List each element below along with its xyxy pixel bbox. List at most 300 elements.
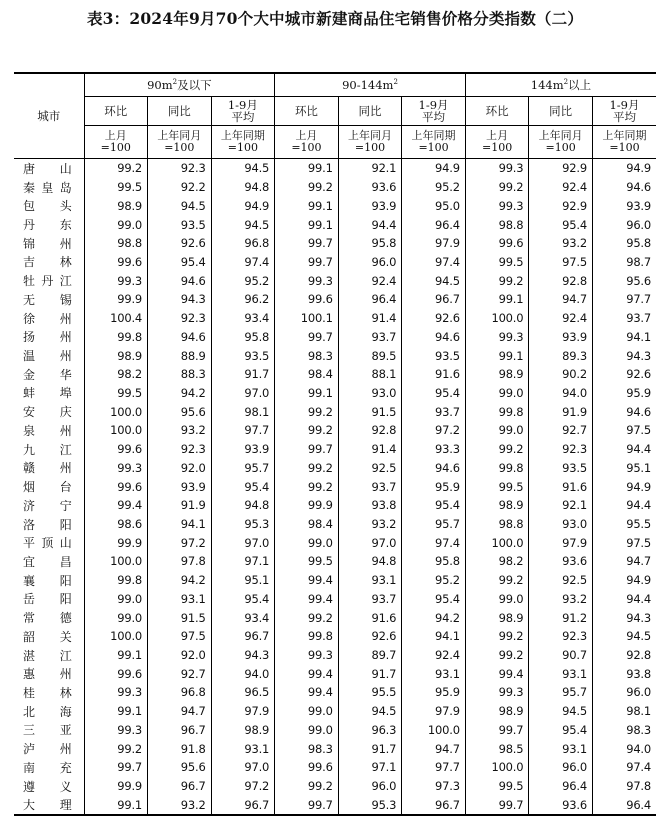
table-row bbox=[14, 178, 656, 197]
index-value: 99.4 bbox=[275, 571, 339, 590]
city-name: 惠州 bbox=[23, 667, 72, 682]
index-value: 94.1 bbox=[402, 627, 466, 646]
index-value: 93.2 bbox=[338, 515, 402, 534]
metric-header-mom: 环比 bbox=[465, 97, 529, 126]
index-value: 93.1 bbox=[529, 664, 593, 683]
index-value: 94.8 bbox=[211, 178, 275, 197]
index-value: 92.4 bbox=[402, 646, 466, 665]
city-name: 北海 bbox=[23, 704, 72, 719]
index-value: 99.1 bbox=[275, 215, 339, 234]
index-value: 96.4 bbox=[592, 795, 656, 815]
index-value: 99.2 bbox=[275, 477, 339, 496]
base-period-label: 上年同月 bbox=[538, 129, 583, 142]
group-header-large: $144m^2$以上 bbox=[465, 73, 656, 97]
index-value: 98.3 bbox=[275, 346, 339, 365]
index-value: 99.2 bbox=[275, 459, 339, 478]
index-value: 94.5 bbox=[529, 702, 593, 721]
index-value: 94.2 bbox=[148, 384, 212, 403]
index-value: 99.5 bbox=[275, 552, 339, 571]
index-value: 98.9 bbox=[211, 721, 275, 740]
index-value: 99.2 bbox=[84, 739, 148, 758]
index-value: 97.1 bbox=[211, 552, 275, 571]
index-value: 97.4 bbox=[592, 758, 656, 777]
index-value: 98.1 bbox=[592, 702, 656, 721]
index-value: 93.9 bbox=[338, 196, 402, 215]
table-row bbox=[14, 664, 656, 683]
city-name: 扬州 bbox=[23, 330, 72, 345]
index-value: 94.6 bbox=[148, 327, 212, 346]
index-value: 99.7 bbox=[465, 721, 529, 740]
city-name: 安庆 bbox=[23, 405, 72, 420]
index-value: 98.2 bbox=[84, 365, 148, 384]
index-value: 92.1 bbox=[529, 496, 593, 515]
index-value: 94.5 bbox=[211, 215, 275, 234]
index-value: 94.3 bbox=[211, 646, 275, 665]
metric-header-mom: 环比 bbox=[275, 97, 339, 126]
index-value: 99.6 bbox=[275, 290, 339, 309]
index-value: 98.6 bbox=[84, 515, 148, 534]
index-value: 95.8 bbox=[402, 552, 466, 571]
index-value: 99.7 bbox=[465, 795, 529, 815]
index-value: 97.7 bbox=[402, 758, 466, 777]
index-value: 93.1 bbox=[338, 571, 402, 590]
index-value: 92.6 bbox=[402, 309, 466, 328]
city-name: 包头 bbox=[23, 199, 72, 214]
index-value: 96.0 bbox=[338, 253, 402, 272]
index-value: 95.7 bbox=[402, 515, 466, 534]
index-value: 95.4 bbox=[148, 253, 212, 272]
index-value: 98.8 bbox=[465, 515, 529, 534]
base-period-label: 上年同期 bbox=[602, 129, 647, 142]
city-name: 平顶山 bbox=[23, 536, 72, 551]
index-value: 96.7 bbox=[211, 627, 275, 646]
city-name: 湛江 bbox=[23, 648, 72, 663]
metric-label: 1-9月 bbox=[418, 98, 449, 112]
index-value: 99.7 bbox=[84, 758, 148, 777]
index-value: 99.3 bbox=[84, 459, 148, 478]
index-value: 99.2 bbox=[465, 646, 529, 665]
index-value: 97.7 bbox=[592, 290, 656, 309]
index-value: 96.8 bbox=[211, 234, 275, 253]
index-value: 94.5 bbox=[592, 627, 656, 646]
index-value: 96.3 bbox=[338, 721, 402, 740]
table-row bbox=[14, 758, 656, 777]
index-value: 95.3 bbox=[338, 795, 402, 815]
index-value: 93.2 bbox=[529, 234, 593, 253]
metric-label: 平均 bbox=[231, 110, 255, 124]
index-value: 97.0 bbox=[211, 758, 275, 777]
index-value: 93.9 bbox=[211, 440, 275, 459]
index-value: 93.5 bbox=[148, 215, 212, 234]
index-value: 95.5 bbox=[338, 683, 402, 702]
index-value: 99.7 bbox=[275, 253, 339, 272]
index-value: 95.9 bbox=[592, 384, 656, 403]
price-index-table bbox=[14, 72, 656, 816]
base-value-label: =100 bbox=[354, 141, 386, 154]
index-value: 99.2 bbox=[465, 271, 529, 290]
index-value: 99.6 bbox=[84, 253, 148, 272]
table-row bbox=[14, 234, 656, 253]
index-value: 98.5 bbox=[465, 739, 529, 758]
base-value-label: =100 bbox=[164, 141, 195, 154]
index-value: 94.4 bbox=[592, 496, 656, 515]
index-value: 94.3 bbox=[592, 346, 656, 365]
index-value: 96.7 bbox=[402, 795, 466, 815]
index-value: 94.6 bbox=[592, 402, 656, 421]
index-value: 89.5 bbox=[338, 346, 402, 365]
index-value: 94.5 bbox=[148, 196, 212, 215]
index-value: 96.7 bbox=[148, 777, 212, 796]
city-name: 吉林 bbox=[23, 255, 72, 270]
base-header bbox=[338, 126, 402, 159]
index-value: 98.2 bbox=[465, 552, 529, 571]
index-value: 92.9 bbox=[529, 159, 593, 178]
metric-header-mom: 环比 bbox=[84, 97, 148, 126]
index-value: 94.0 bbox=[529, 384, 593, 403]
index-value: 99.0 bbox=[275, 533, 339, 552]
index-value: 92.5 bbox=[529, 571, 593, 590]
index-value: 99.8 bbox=[275, 627, 339, 646]
table-row bbox=[14, 608, 656, 627]
index-value: 88.1 bbox=[338, 365, 402, 384]
index-value: 99.7 bbox=[275, 440, 339, 459]
table-row bbox=[14, 515, 656, 534]
index-value: 99.4 bbox=[275, 664, 339, 683]
index-value: 96.7 bbox=[402, 290, 466, 309]
city-name: 洛阳 bbox=[23, 517, 72, 532]
index-value: 92.4 bbox=[529, 309, 593, 328]
index-value: 97.5 bbox=[592, 421, 656, 440]
index-value: 93.1 bbox=[211, 739, 275, 758]
index-value: 99.3 bbox=[275, 271, 339, 290]
table-row bbox=[14, 739, 656, 758]
index-value: 91.9 bbox=[148, 496, 212, 515]
city-name: 大理 bbox=[14, 795, 84, 815]
index-value: 99.9 bbox=[275, 496, 339, 515]
base-value-label: =100 bbox=[545, 141, 576, 154]
index-value: 100.0 bbox=[84, 402, 148, 421]
index-value: 94.6 bbox=[402, 459, 466, 478]
index-value: 92.6 bbox=[338, 627, 402, 646]
index-value: 97.5 bbox=[592, 533, 656, 552]
base-header bbox=[465, 126, 529, 159]
index-value: 99.9 bbox=[84, 777, 148, 796]
table-row bbox=[14, 309, 656, 328]
city-name: 济宁 bbox=[23, 498, 72, 513]
index-value: 99.9 bbox=[84, 533, 148, 552]
index-value: 99.0 bbox=[465, 590, 529, 609]
index-value: 94.2 bbox=[402, 608, 466, 627]
index-value: 98.9 bbox=[465, 608, 529, 627]
index-value: 94.7 bbox=[529, 290, 593, 309]
index-value: 96.0 bbox=[338, 777, 402, 796]
index-value: 96.0 bbox=[529, 758, 593, 777]
index-value: 95.6 bbox=[592, 271, 656, 290]
index-value: 93.7 bbox=[402, 402, 466, 421]
index-value: 98.4 bbox=[275, 365, 339, 384]
index-value: 91.7 bbox=[338, 739, 402, 758]
base-header bbox=[148, 126, 212, 159]
index-value: 99.8 bbox=[84, 571, 148, 590]
base-header bbox=[211, 126, 275, 159]
index-value: 99.5 bbox=[465, 777, 529, 796]
index-value: 94.9 bbox=[211, 196, 275, 215]
index-value: 94.0 bbox=[592, 739, 656, 758]
index-value: 99.8 bbox=[465, 459, 529, 478]
index-value: 98.8 bbox=[84, 234, 148, 253]
index-value: 91.6 bbox=[338, 608, 402, 627]
index-value: 91.5 bbox=[148, 608, 212, 627]
index-value: 99.7 bbox=[275, 234, 339, 253]
index-value: 93.8 bbox=[338, 496, 402, 515]
index-value: 95.1 bbox=[592, 459, 656, 478]
index-value: 92.5 bbox=[338, 459, 402, 478]
index-value: 92.4 bbox=[338, 271, 402, 290]
base-header bbox=[529, 126, 593, 159]
index-value: 99.2 bbox=[275, 178, 339, 197]
index-value: 100.0 bbox=[84, 627, 148, 646]
index-value: 97.5 bbox=[148, 627, 212, 646]
city-name: 韶关 bbox=[23, 629, 72, 644]
city-name: 蚌埠 bbox=[23, 386, 72, 401]
index-value: 100.0 bbox=[84, 421, 148, 440]
city-name: 无锡 bbox=[23, 292, 72, 307]
metric-label: 平均 bbox=[422, 110, 446, 124]
index-value: 93.5 bbox=[529, 459, 593, 478]
index-value: 100.4 bbox=[84, 309, 148, 328]
index-value: 93.2 bbox=[529, 590, 593, 609]
index-value: 96.2 bbox=[211, 290, 275, 309]
city-name: 金华 bbox=[23, 367, 72, 382]
index-value: 95.9 bbox=[402, 477, 466, 496]
index-value: 98.1 bbox=[211, 402, 275, 421]
index-value: 99.3 bbox=[84, 721, 148, 740]
base-value-label: =100 bbox=[482, 141, 513, 154]
city-name: 岳阳 bbox=[23, 592, 72, 607]
city-name: 九江 bbox=[23, 442, 72, 457]
index-value: 94.4 bbox=[592, 440, 656, 459]
base-period-label: 上月 bbox=[486, 129, 509, 142]
index-value: 95.8 bbox=[338, 234, 402, 253]
index-value: 93.6 bbox=[529, 552, 593, 571]
base-period-label: 上年同月 bbox=[157, 129, 202, 142]
index-value: 91.7 bbox=[211, 365, 275, 384]
index-value: 95.4 bbox=[211, 477, 275, 496]
index-value: 91.8 bbox=[148, 739, 212, 758]
index-value: 95.9 bbox=[402, 683, 466, 702]
city-name: 常德 bbox=[23, 611, 72, 626]
index-value: 95.6 bbox=[148, 758, 212, 777]
index-value: 97.7 bbox=[211, 421, 275, 440]
index-value: 96.5 bbox=[211, 683, 275, 702]
index-value: 95.3 bbox=[211, 515, 275, 534]
index-value: 95.7 bbox=[529, 683, 593, 702]
index-value: 95.6 bbox=[148, 402, 212, 421]
index-value: 92.4 bbox=[529, 178, 593, 197]
index-value: 98.9 bbox=[465, 702, 529, 721]
index-value: 90.2 bbox=[529, 365, 593, 384]
table-row bbox=[14, 327, 656, 346]
table-row bbox=[14, 721, 656, 740]
index-value: 99.6 bbox=[465, 234, 529, 253]
index-value: 94.2 bbox=[148, 571, 212, 590]
index-value: 93.3 bbox=[402, 440, 466, 459]
index-value: 97.2 bbox=[402, 421, 466, 440]
city-name: 锦州 bbox=[23, 236, 72, 251]
index-value: 94.0 bbox=[211, 664, 275, 683]
index-value: 99.3 bbox=[465, 327, 529, 346]
index-value: 99.1 bbox=[84, 646, 148, 665]
city-name: 三亚 bbox=[23, 723, 72, 738]
index-value: 99.1 bbox=[84, 795, 148, 815]
index-value: 99.3 bbox=[465, 196, 529, 215]
index-value: 96.4 bbox=[338, 290, 402, 309]
index-value: 93.6 bbox=[529, 795, 593, 815]
index-value: 92.9 bbox=[529, 196, 593, 215]
index-value: 95.2 bbox=[402, 178, 466, 197]
index-value: 99.2 bbox=[465, 627, 529, 646]
index-value: 99.4 bbox=[84, 496, 148, 515]
index-value: 99.3 bbox=[465, 159, 529, 178]
index-value: 97.9 bbox=[402, 234, 466, 253]
index-value: 93.2 bbox=[148, 421, 212, 440]
index-value: 99.6 bbox=[275, 758, 339, 777]
index-value: 90.7 bbox=[529, 646, 593, 665]
city-name: 温州 bbox=[23, 349, 72, 364]
index-value: 99.0 bbox=[84, 608, 148, 627]
index-value: 94.9 bbox=[592, 159, 656, 178]
index-value: 95.4 bbox=[402, 384, 466, 403]
index-value: 93.1 bbox=[402, 664, 466, 683]
index-value: 99.2 bbox=[275, 777, 339, 796]
index-value: 99.5 bbox=[465, 477, 529, 496]
index-value: 94.9 bbox=[592, 477, 656, 496]
city-name: 宜昌 bbox=[23, 554, 72, 569]
index-value: 88.9 bbox=[148, 346, 212, 365]
index-value: 98.3 bbox=[592, 721, 656, 740]
table-row bbox=[14, 552, 656, 571]
city-name: 烟台 bbox=[23, 480, 72, 495]
index-value: 100.0 bbox=[402, 721, 466, 740]
index-value: 93.4 bbox=[211, 309, 275, 328]
index-value: 99.2 bbox=[84, 159, 148, 178]
index-value: 94.4 bbox=[592, 590, 656, 609]
index-value: 97.5 bbox=[529, 253, 593, 272]
base-header bbox=[275, 126, 339, 159]
index-value: 94.8 bbox=[338, 552, 402, 571]
index-value: 99.8 bbox=[465, 402, 529, 421]
group-header-small: $90m^2$及以下 bbox=[84, 73, 275, 97]
index-value: 95.4 bbox=[211, 590, 275, 609]
index-value: 93.9 bbox=[592, 196, 656, 215]
index-value: 94.3 bbox=[148, 290, 212, 309]
index-value: 91.6 bbox=[402, 365, 466, 384]
index-value: 93.2 bbox=[148, 795, 212, 815]
index-value: 92.7 bbox=[148, 664, 212, 683]
base-value-label: =100 bbox=[418, 141, 449, 154]
index-value: 94.6 bbox=[402, 327, 466, 346]
index-value: 94.7 bbox=[402, 739, 466, 758]
index-value: 91.6 bbox=[529, 477, 593, 496]
table-row bbox=[14, 290, 656, 309]
index-value: 94.1 bbox=[592, 327, 656, 346]
index-value: 95.0 bbox=[402, 196, 466, 215]
metric-header-yoy: 同比 bbox=[148, 97, 212, 126]
index-value: 100.0 bbox=[84, 552, 148, 571]
index-value: 92.6 bbox=[148, 234, 212, 253]
index-value: 99.7 bbox=[275, 327, 339, 346]
base-header bbox=[592, 126, 656, 159]
index-value: 97.2 bbox=[148, 533, 212, 552]
table-row bbox=[14, 402, 656, 421]
index-value: 95.8 bbox=[211, 327, 275, 346]
index-value: 98.4 bbox=[275, 515, 339, 534]
index-value: 99.4 bbox=[465, 664, 529, 683]
table-row bbox=[14, 627, 656, 646]
metric-label: 平均 bbox=[612, 110, 636, 124]
index-value: 95.4 bbox=[402, 496, 466, 515]
city-column-header: 城市 bbox=[14, 73, 84, 159]
index-value: 99.8 bbox=[84, 327, 148, 346]
index-value: 97.2 bbox=[211, 777, 275, 796]
index-value: 99.2 bbox=[465, 178, 529, 197]
index-value: 93.7 bbox=[338, 327, 402, 346]
metric-header-ytd-average bbox=[592, 97, 656, 126]
index-value: 96.7 bbox=[148, 721, 212, 740]
index-value: 93.1 bbox=[529, 739, 593, 758]
index-value: 99.3 bbox=[84, 271, 148, 290]
metric-header-ytd-average bbox=[402, 97, 466, 126]
index-value: 99.6 bbox=[84, 664, 148, 683]
table-row bbox=[14, 196, 656, 215]
index-value: 93.1 bbox=[148, 590, 212, 609]
metric-header-yoy: 同比 bbox=[338, 97, 402, 126]
index-value: 99.0 bbox=[465, 421, 529, 440]
index-value: 95.7 bbox=[211, 459, 275, 478]
index-value: 99.4 bbox=[275, 683, 339, 702]
metric-label: 1-9月 bbox=[227, 98, 258, 112]
base-period-label: 上月 bbox=[104, 129, 127, 142]
index-value: 94.9 bbox=[592, 571, 656, 590]
index-value: 95.5 bbox=[592, 515, 656, 534]
index-value: 99.6 bbox=[84, 440, 148, 459]
base-value-label: =100 bbox=[227, 141, 258, 154]
city-name: 徐州 bbox=[23, 311, 72, 326]
index-value: 98.9 bbox=[465, 365, 529, 384]
index-value: 93.7 bbox=[338, 590, 402, 609]
index-value: 98.7 bbox=[592, 253, 656, 272]
index-value: 100.0 bbox=[465, 309, 529, 328]
index-value: 91.4 bbox=[338, 440, 402, 459]
index-value: 92.3 bbox=[148, 309, 212, 328]
index-value: 91.7 bbox=[338, 664, 402, 683]
index-value: 100.0 bbox=[465, 533, 529, 552]
index-value: 99.2 bbox=[465, 571, 529, 590]
index-value: 99.2 bbox=[275, 402, 339, 421]
index-value: 99.0 bbox=[465, 384, 529, 403]
index-value: 93.9 bbox=[148, 477, 212, 496]
index-value: 99.2 bbox=[465, 440, 529, 459]
index-value: 92.0 bbox=[148, 459, 212, 478]
index-value: 91.4 bbox=[338, 309, 402, 328]
base-value-label: =100 bbox=[291, 141, 322, 154]
index-value: 93.8 bbox=[592, 664, 656, 683]
index-value: 93.5 bbox=[211, 346, 275, 365]
index-value: 99.1 bbox=[275, 196, 339, 215]
index-value: 95.4 bbox=[529, 215, 593, 234]
index-value: 94.1 bbox=[148, 515, 212, 534]
table-row bbox=[14, 646, 656, 665]
